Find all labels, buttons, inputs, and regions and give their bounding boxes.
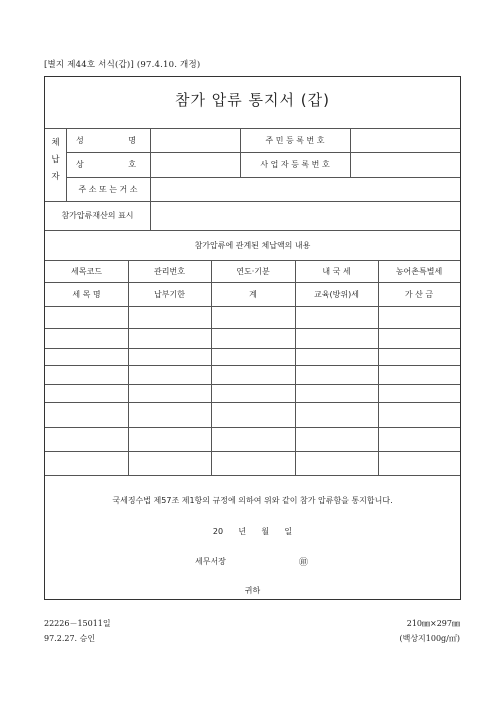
arrears-section-heading: 참가압류에 관계된 체납액의 내용 <box>194 240 311 250</box>
resident-number-label: 주 민 등 록 번 호 <box>265 135 325 145</box>
form-number-note: [별지 제44호 서식(갑)] (97.4.10. 개정) <box>44 60 201 70</box>
column-total: 계 <box>249 289 257 299</box>
recipient-label: 귀하 <box>244 586 261 595</box>
property-label: 참가압류재산의 표시 <box>61 211 134 220</box>
column-year-period: 연도·기분 <box>236 266 270 276</box>
trade-name-field[interactable] <box>150 152 240 177</box>
notice-statement: 국세징수법 제57조 제1항의 규정에 의하여 위와 같이 참가 압류함을 통지합니다. <box>112 496 393 505</box>
address-field[interactable] <box>150 177 460 201</box>
date-line: 20 년 월 일 <box>212 527 293 536</box>
column-due-date: 납부기한 <box>154 289 185 299</box>
approval-date: 97.2.27. 승인 <box>44 634 96 643</box>
tax-office-chief-label: 세무서장 <box>195 557 226 566</box>
seal-mark: ㊞ <box>299 558 309 568</box>
form-code: 22226－15011일 <box>44 619 111 628</box>
column-rural-special-tax: 농어촌특별세 <box>395 266 443 276</box>
column-domestic-tax: 내 국 세 <box>322 266 351 276</box>
trade-name-label: 상 호 <box>76 160 136 169</box>
form-title: 참가 압류 통지서 (갑) <box>175 91 330 109</box>
notice-form <box>44 76 461 600</box>
property-field[interactable] <box>150 201 460 230</box>
address-label: 주 소 또 는 거 소 <box>78 184 138 194</box>
name-field[interactable] <box>150 128 240 152</box>
taxpayer-side-label: 체 납 자 <box>51 138 60 182</box>
name-label: 성 명 <box>76 135 136 145</box>
paper-spec: (백상지100g/㎡) <box>399 634 460 643</box>
resident-number-field[interactable] <box>350 128 460 152</box>
business-number-field[interactable] <box>350 152 460 177</box>
business-number-label: 사 업 자 등 록 번 호 <box>260 160 330 169</box>
column-penalty: 가 산 금 <box>404 289 434 299</box>
column-tax-name: 세 목 명 <box>72 289 101 299</box>
paper-size: 210㎜×297㎜ <box>406 619 460 628</box>
column-tax-code: 세목코드 <box>71 266 102 276</box>
column-education-tax: 교육(방위)세 <box>314 289 359 299</box>
column-management-number: 관리번호 <box>154 266 185 276</box>
